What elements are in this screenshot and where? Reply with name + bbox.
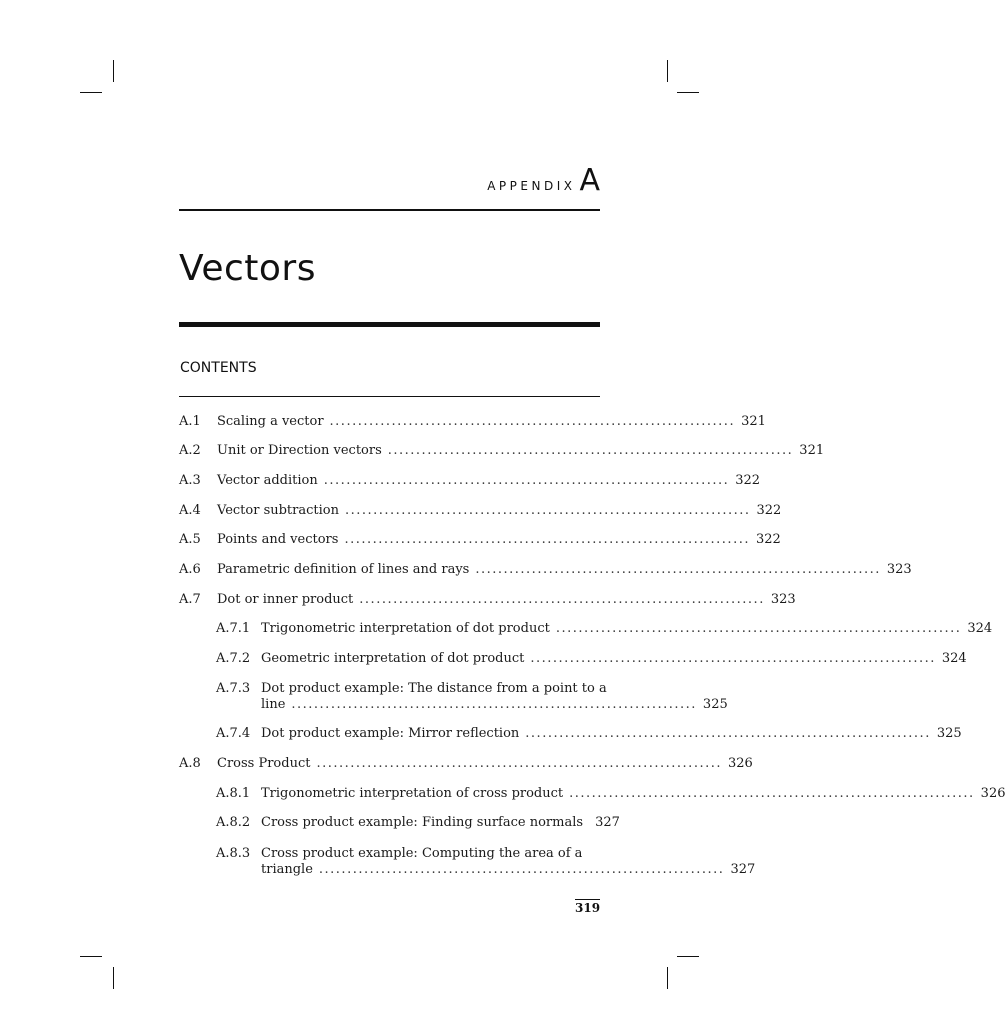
- toc-entry-number: A.8.2: [216, 815, 251, 830]
- dot-leader: ........................................................................: [569, 786, 975, 801]
- dot-leader: ........................................................................: [344, 503, 751, 518]
- toc-entry-page: 326: [980, 786, 1006, 801]
- toc-entry-title: Cross product example: Finding surface normals: [261, 815, 584, 830]
- toc-entry-title: Geometric interpretation of dot product: [261, 651, 525, 666]
- chapter-title: Vectors: [179, 248, 316, 289]
- crop-mark: [80, 92, 102, 93]
- dot-leader: ........................................................................: [323, 473, 730, 488]
- crop-mark: [677, 956, 699, 957]
- toc-entry-page: 321: [741, 414, 766, 429]
- toc-entry-number: A.7.2: [216, 651, 251, 666]
- toc-entry-number: A.5: [179, 532, 201, 547]
- dot-leader: ........................................................................: [318, 862, 725, 877]
- toc-entry-page: 323: [770, 592, 796, 607]
- toc-entry-page: 322: [755, 532, 781, 547]
- crop-mark: [113, 60, 114, 82]
- toc-entry-number: A.2: [179, 443, 201, 458]
- crop-mark: [113, 967, 114, 989]
- crop-mark: [677, 92, 699, 93]
- appendix-header: [487, 163, 600, 198]
- toc-entry-page: 322: [735, 473, 761, 488]
- toc-entry-title: Cross product example: Computing the area of a: [261, 846, 583, 861]
- contents-heading: CONTENTS: [180, 360, 257, 376]
- toc-entry-title: Dot product example: Mirror reflection: [261, 726, 520, 741]
- toc-entry-title-continued: line: [261, 697, 286, 712]
- dot-leader: ........................................................................: [530, 651, 936, 666]
- appendix-letter: A: [579, 163, 600, 198]
- header-rule: [179, 209, 600, 211]
- toc-entry-page: 321: [799, 443, 825, 458]
- crop-mark: [80, 956, 102, 957]
- toc-entry-title: Unit or Direction vectors: [217, 443, 382, 458]
- crop-mark: [667, 967, 668, 989]
- title-rule: [179, 322, 600, 327]
- crop-mark: [667, 60, 668, 82]
- toc-entry-page: 324: [941, 651, 967, 666]
- dot-leader: ........................................................................: [329, 414, 736, 429]
- toc-entry-title: Trigonometric interpretation of cross product: [261, 786, 564, 801]
- toc-entry-title: Vector subtraction: [217, 503, 339, 518]
- toc-entry-title: Cross Product: [217, 756, 311, 771]
- toc-entry-number: A.7.4: [216, 726, 251, 741]
- toc-entry-number: A.8.3: [216, 846, 251, 861]
- toc-entry-page: 324: [967, 621, 993, 636]
- toc-entry-page: 322: [756, 503, 782, 518]
- toc-entry-page: 325: [936, 726, 962, 741]
- toc-entry-title: Scaling a vector: [217, 414, 324, 429]
- toc-entry-title: Vector addition: [217, 473, 318, 488]
- dot-leader: ........................................................................: [291, 697, 697, 712]
- toc-entry-number: A.7.3: [216, 681, 251, 696]
- toc-entry-page: 327: [595, 815, 620, 830]
- toc-entry-page: 325: [702, 697, 728, 712]
- toc-entry-number: A.8.1: [216, 786, 251, 801]
- toc-entry-title-continued: triangle: [261, 862, 313, 877]
- appendix-label: APPENDIX: [487, 179, 576, 193]
- toc-entry-number: A.8: [179, 756, 201, 771]
- toc-entry-title: Dot or inner product: [217, 592, 354, 607]
- toc-entry-number: A.1: [179, 414, 201, 429]
- toc-entry-number: A.4: [179, 503, 201, 518]
- toc-entry-title: Points and vectors: [217, 532, 339, 547]
- toc-entry-number: A.7.1: [216, 621, 251, 636]
- toc-entry-title: Parametric definition of lines and rays: [217, 562, 470, 577]
- toc-entry-number: A.6: [179, 562, 201, 577]
- toc-entry-number: A.7: [179, 592, 201, 607]
- dot-leader: ........................................................................: [475, 562, 881, 577]
- page-number: 319: [575, 901, 601, 915]
- dot-leader: ........................................................................: [387, 443, 794, 458]
- dot-leader: ........................................................................: [344, 532, 750, 547]
- dot-leader: ........................................................................: [525, 726, 931, 741]
- dot-leader: ........................................................................: [316, 756, 722, 771]
- toc-entry-page: 327: [730, 862, 756, 877]
- toc-entry-title: Trigonometric interpretation of dot product: [261, 621, 550, 636]
- contents-rule: [179, 396, 600, 397]
- toc-entry-number: A.3: [179, 473, 201, 488]
- dot-leader: ........................................................................: [359, 592, 765, 607]
- dot-leader: ........................................................................: [555, 621, 962, 636]
- toc-entry-title: Dot product example: The distance from a point to a: [261, 681, 607, 696]
- toc-entry-page: 326: [727, 756, 753, 771]
- toc-entry-page: 323: [886, 562, 912, 577]
